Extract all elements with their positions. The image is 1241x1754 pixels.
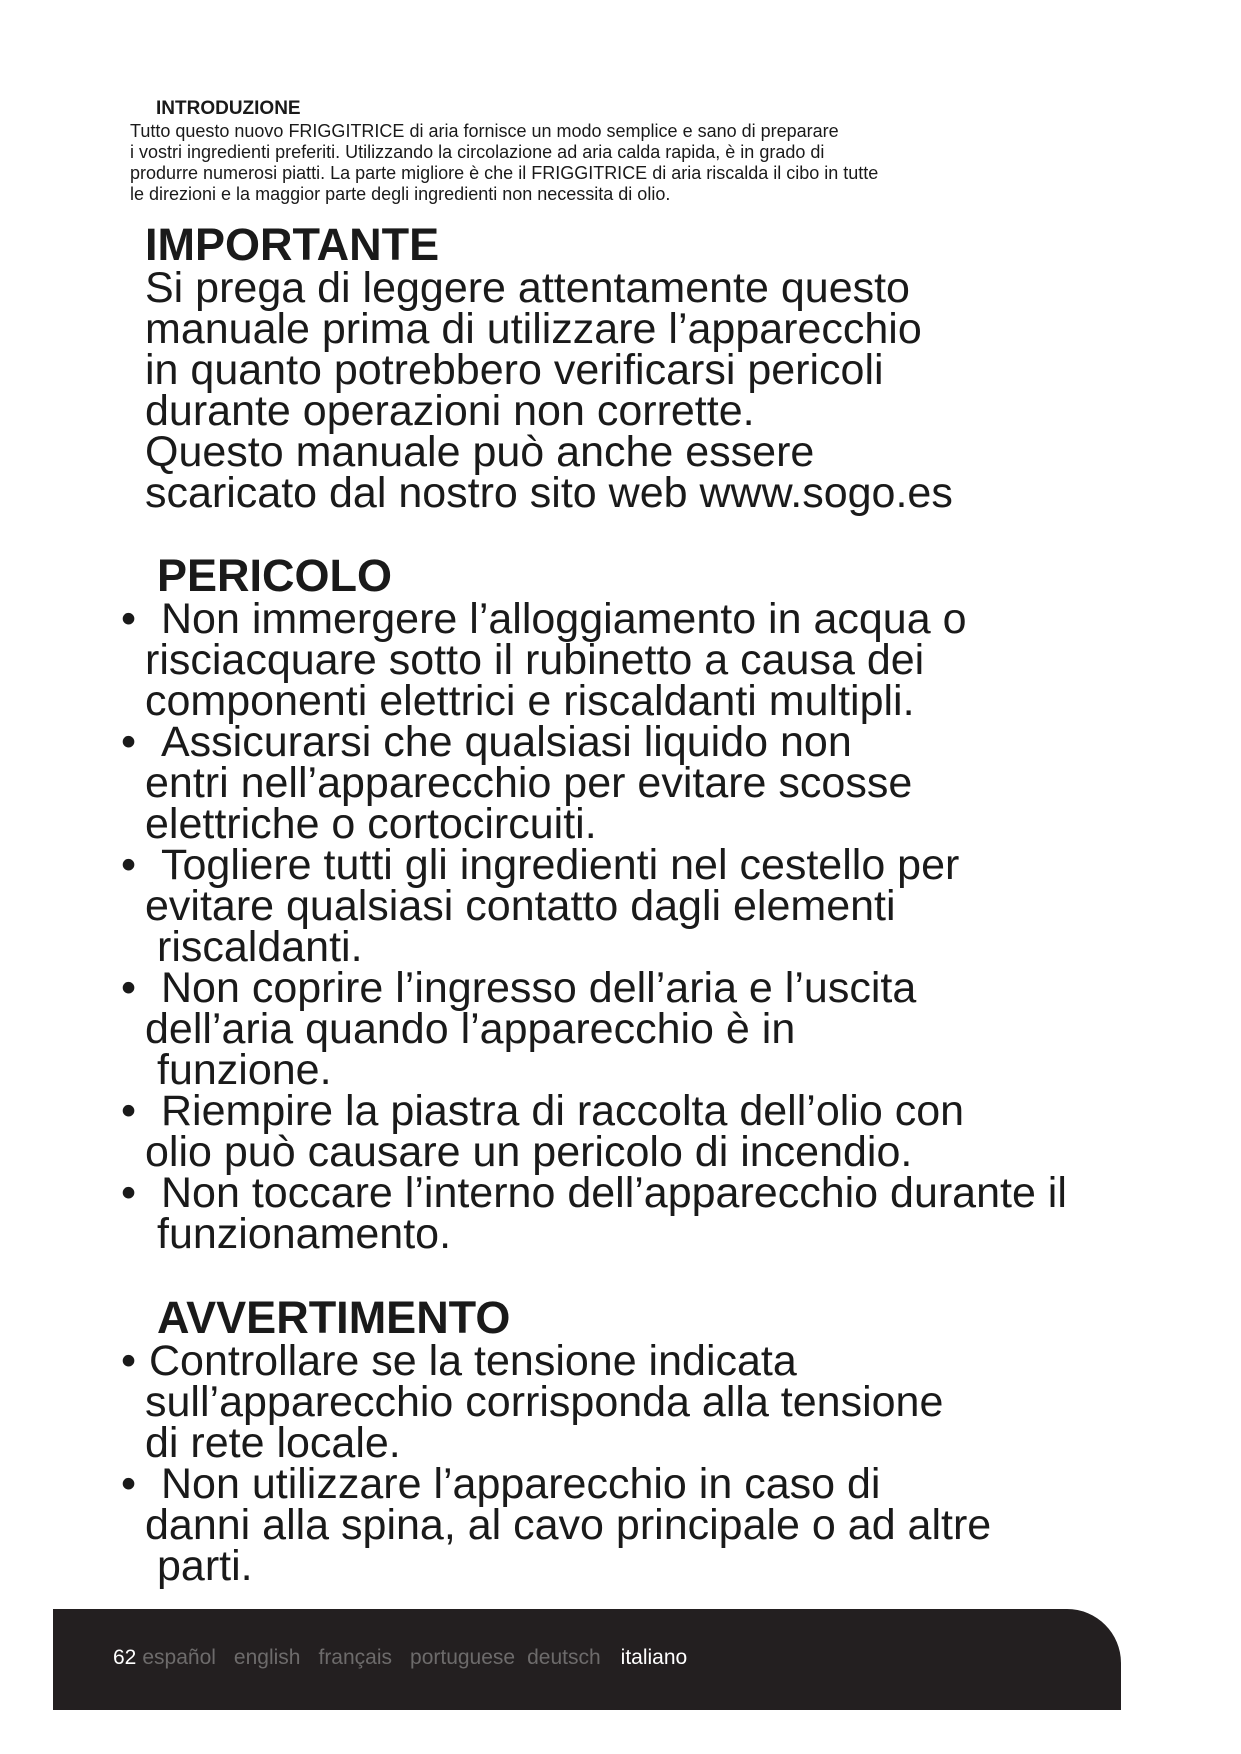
language-link-deutsch[interactable]: deutsch xyxy=(527,1646,601,1669)
footer-bar xyxy=(53,1609,1121,1710)
bullet-icon: • xyxy=(121,841,137,889)
intro-line: le direzioni e la maggior parte degli ingredienti non necessita di olio. xyxy=(130,184,671,204)
bullet-icon: • xyxy=(121,595,137,643)
avvertimento-title: AVVERTIMENTO xyxy=(157,1292,511,1343)
list-item-continuation: elettriche o cortocircuiti. xyxy=(145,800,597,848)
language-nav xyxy=(113,1645,687,1671)
list-item-continuation: parti. xyxy=(157,1542,253,1590)
language-link-francais[interactable]: français xyxy=(318,1646,393,1669)
list-item-continuation: componenti elettrici e riscaldanti multipli. xyxy=(145,677,915,725)
importante-line: Si prega di leggere attentamente questo xyxy=(145,264,910,312)
list-item-continuation: funzione. xyxy=(157,1046,332,1094)
pericolo-title: PERICOLO xyxy=(157,550,393,601)
language-link-english[interactable]: english xyxy=(233,1646,301,1669)
list-item: • Non toccare l’interno dell’apparecchio durante il xyxy=(121,1169,1067,1217)
intro-line: i vostri ingredienti preferiti. Utilizzando la circolazione ad aria calda rapida, è in grado di xyxy=(130,142,825,162)
importante-line: manuale prima di utilizzare l’apparecchio xyxy=(145,305,922,353)
list-item: • Non coprire l’ingresso dell’aria e l’uscita xyxy=(121,964,917,1012)
list-item-continuation: danni alla spina, al cavo principale o ad altre xyxy=(145,1501,992,1549)
list-item: • Togliere tutti gli ingredienti nel cestello per xyxy=(121,841,960,889)
importante-line: Questo manuale può anche essere xyxy=(145,428,815,476)
language-link-italiano[interactable]: italiano xyxy=(620,1646,688,1669)
avvertimento-section xyxy=(121,1292,1145,1590)
list-item-continuation: funzionamento. xyxy=(157,1210,452,1258)
list-item-continuation: riscaldanti. xyxy=(157,923,363,971)
list-item: • Non immergere l’alloggiamento in acqua o xyxy=(121,595,967,643)
list-item: • Assicurarsi che qualsiasi liquido non xyxy=(121,718,852,766)
importante-title: IMPORTANTE xyxy=(145,219,440,270)
pericolo-section xyxy=(121,550,1145,1258)
bullet-icon: • xyxy=(121,1169,137,1217)
bullet-icon: • xyxy=(121,1337,137,1385)
intro-line: Tutto questo nuovo FRIGGITRICE di aria fornisce un modo semplice e sano di preparare xyxy=(130,121,839,141)
bullet-icon: • xyxy=(121,1460,137,1508)
importante-section xyxy=(145,219,1145,517)
list-item-continuation: olio può causare un pericolo di incendio. xyxy=(145,1128,913,1176)
list-item: • Non utilizzare l’apparecchio in caso di xyxy=(121,1460,881,1508)
bullet-icon: • xyxy=(121,964,137,1012)
language-link-portuguese[interactable]: portuguese xyxy=(410,1646,516,1669)
intro-section xyxy=(130,97,1070,205)
list-item: • Controllare se la tensione indicata xyxy=(121,1337,797,1385)
importante-line: scaricato dal nostro sito web www.sogo.es xyxy=(145,469,953,517)
list-item-continuation: entri nell’apparecchio per evitare scosse xyxy=(145,759,913,807)
list-item-continuation: risciacquare sotto il rubinetto a causa dei xyxy=(145,636,925,684)
bullet-icon: • xyxy=(121,1087,137,1135)
intro-line: produrre numerosi piatti. La parte migliore è che il FRIGGITRICE di aria riscalda il cibo in tutte xyxy=(130,163,879,183)
intro-title: INTRODUZIONE xyxy=(156,98,301,119)
list-item-continuation: evitare qualsiasi contatto dagli elementi xyxy=(145,882,896,930)
page-number: 62 xyxy=(113,1646,137,1669)
list-item-continuation: sull’apparecchio corrisponda alla tensione xyxy=(145,1378,944,1426)
language-link-espanol[interactable]: español xyxy=(142,1646,216,1669)
importante-line: in quanto potrebbero verificarsi pericoli xyxy=(145,346,884,394)
importante-line: durante operazioni non corrette. xyxy=(145,387,755,435)
list-item-continuation: di rete locale. xyxy=(145,1419,401,1467)
list-item-continuation: dell’aria quando l’apparecchio è in xyxy=(145,1005,796,1053)
bullet-icon: • xyxy=(121,718,137,766)
list-item: • Riempire la piastra di raccolta dell’olio con xyxy=(121,1087,965,1135)
